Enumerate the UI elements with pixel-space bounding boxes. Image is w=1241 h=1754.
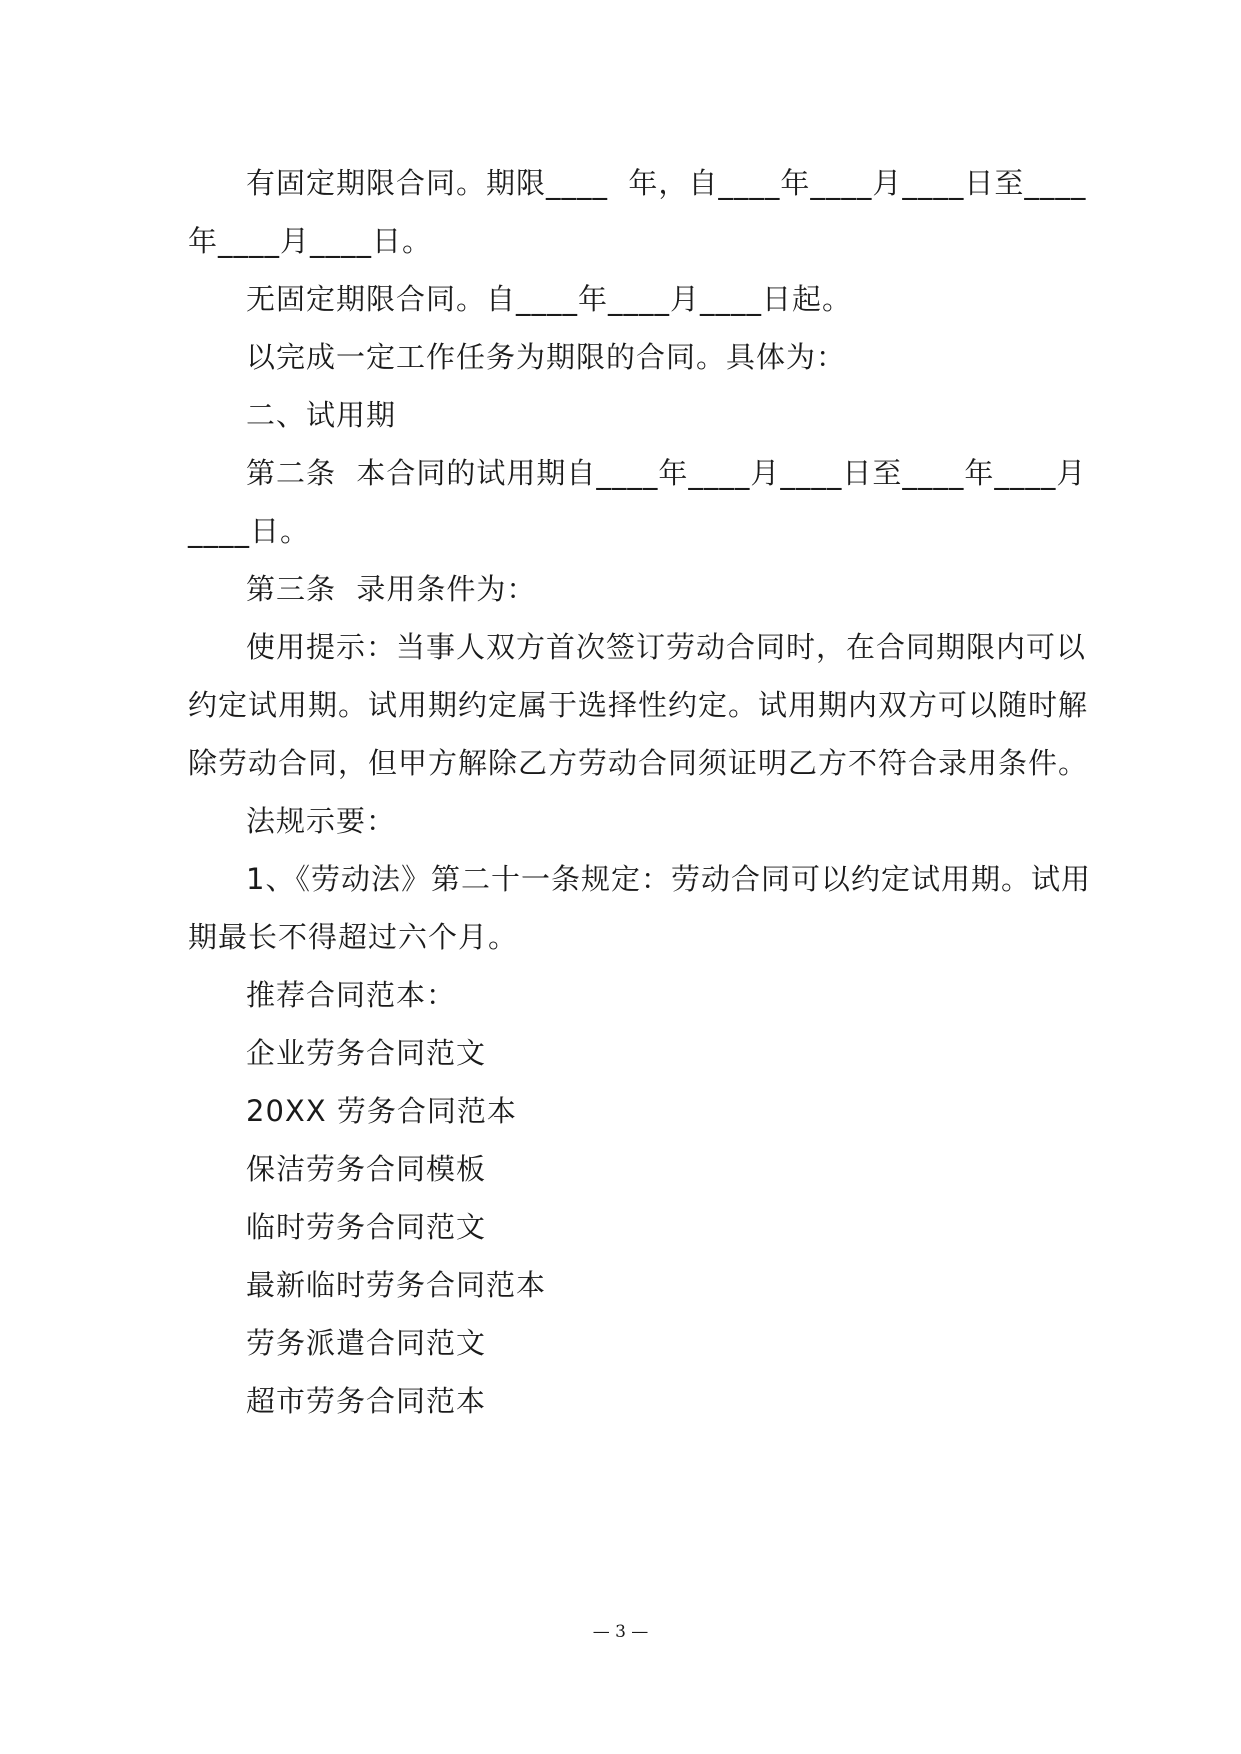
list-item: 保洁劳务合同模板: [246, 1152, 487, 1186]
list-item: 20XX 劳务合同范本: [246, 1094, 517, 1128]
text-line-article-2-cont: ____日。: [188, 514, 311, 548]
list-item: 劳务派遣合同范文: [246, 1326, 487, 1360]
list-item: 最新临时劳务合同范本: [246, 1268, 547, 1302]
text-line-fixed-term-cont: 年____月____日。: [188, 224, 433, 258]
text-line-article-2: 第二条 本合同的试用期自____年____月____日至____年____月: [246, 456, 1087, 490]
list-item: 企业劳务合同范文: [246, 1036, 487, 1070]
text-line-recommended: 推荐合同范本：: [246, 978, 457, 1012]
list-item: 超市劳务合同范本: [246, 1384, 487, 1418]
text-line-labor-law-cont: 期最长不得超过六个月。: [188, 920, 519, 954]
text-line-labor-law: 1、《劳动法》第二十一条规定：劳动合同可以约定试用期。试用: [246, 862, 1091, 896]
text-line-article-3: 第三条 录用条件为：: [246, 572, 537, 606]
page-number: — 3 —: [592, 1622, 649, 1642]
text-line-usage-tip-3: 除劳动合同，但甲方解除乙方劳动合同须证明乙方不符合录用条件。: [188, 746, 1089, 780]
text-line-regulations: 法规示要：: [246, 804, 397, 838]
text-line-open-term: 无固定期限合同。自____年____月____日起。: [246, 282, 853, 316]
text-line-usage-tip: 使用提示：当事人双方首次签订劳动合同时，在合同期限内可以: [246, 630, 1087, 664]
section-heading-probation: 二、试用期: [246, 398, 397, 432]
text-line-fixed-term: 有固定期限合同。期限____ 年，自____年____月____日至____: [246, 166, 1087, 200]
list-item: 临时劳务合同范文: [246, 1210, 487, 1244]
text-line-task-term: 以完成一定工作任务为期限的合同。具体为：: [246, 340, 847, 374]
text-line-usage-tip-2: 约定试用期。试用期约定属于选择性约定。试用期内双方可以随时解: [188, 688, 1089, 722]
